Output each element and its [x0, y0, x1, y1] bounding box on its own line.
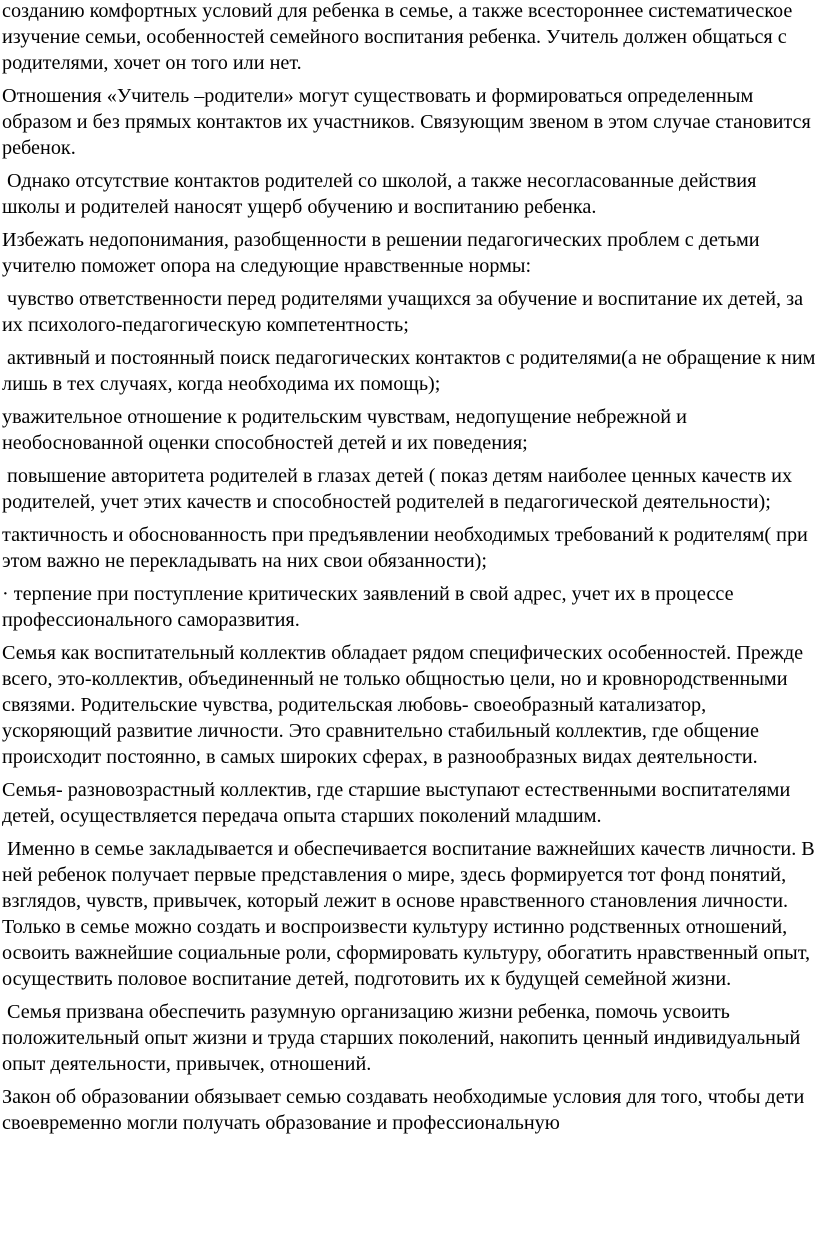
paragraph: Семья как воспитательный коллектив обладает рядом специфических особенностей. Прежде всего, это-коллектив, объединенный не только общностью цели, но и кровнородственными связями. Родительские чувства, родительская любовь- своеобразный катализатор, ускоряющий развитие личности. Это сравнительно стабильный коллектив, где общение происходит постоянно, в самых широких сферах, в разнообразных видах деятельности. — [2, 642, 809, 768]
list-item: тактичность и обоснованность при предъявлении необходимых требований к родителям( при этом важно не перекладывать на них свои обязанности); — [2, 524, 813, 572]
list-item: активный и постоянный поиск педагогических контактов с родителями(а не обращение к ним лишь в тех случаях, когда необходима их помощь); — [2, 347, 816, 395]
list-item: чувство ответственности перед родителями учащихся за обучение и воспитание их детей, за их психолого-педагогическую компетентность; — [2, 288, 809, 336]
paragraph: Именно в семье закладывается и обеспечивается воспитание важнейших качеств личности. В ней ребенок получает первые представления о мире, здесь формируется тот фонд понятий, взглядов, чувств, привычек, который лежит в основе нравственного становления личности. Только в семье можно создать и воспроизвести культуру истинно родственных отношений, освоить важнейшие социальные роли, сформировать культуру, обогатить нравственный опыт, осуществить половое воспитание детей, подготовить их к будущей семейной жизни. — [2, 838, 815, 990]
paragraph: Закон об образовании обязывает семью создавать необходимые условия для того, чтобы дети своевременно могли получать образование и профессиональную — [2, 1086, 810, 1134]
list-item: · терпение при поступление критических заявлений в свой адрес, учет их в процессе профессионального саморазвития. — [2, 583, 739, 631]
paragraph: Семья призвана обеспечить разумную организацию жизни ребенка, помочь усвоить положительный опыт жизни и труда старших поколений, накопить ценный индивидуальный опыт деятельности, привычек, отношений. — [2, 1001, 806, 1075]
paragraph: Однако отсутствие контактов родителей со школой, а также несогласованные действия школы и родителей наносят ущерб обучению и воспитанию ребенка. — [2, 170, 762, 218]
list-item: уважительное отношение к родительским чувствам, недопущение небрежной и необоснованной оценки способностей детей и их поведения; — [2, 406, 692, 454]
paragraph: Избежать недопонимания, разобщенности в решении педагогических проблем с детьми учителю поможет опора на следующие нравственные нормы: — [2, 229, 765, 277]
paragraph: Семья- разновозрастный коллектив, где старшие выступают естественными воспитателями детей, осуществляется передача опыта старших поколений младшим. — [2, 779, 796, 827]
paragraph: Отношения «Учитель –родители» могут существовать и формироваться определенным образом и без прямых контактов их участников. Связующим звеном в этом случае становится ребенок. — [2, 85, 816, 159]
list-item: повышение авторитета родителей в глазах детей ( показ детям наиболее ценных качеств их родителей, учет этих качеств и способностей родителей в педагогической деятельности); — [2, 465, 798, 513]
paragraph: созданию комфортных условий для ребенка в семье, а также всестороннее систематическое изучение семьи, особенностей семейного воспитания ребенка. Учитель должен общаться с родителями, хочет он того или нет. — [2, 0, 798, 74]
